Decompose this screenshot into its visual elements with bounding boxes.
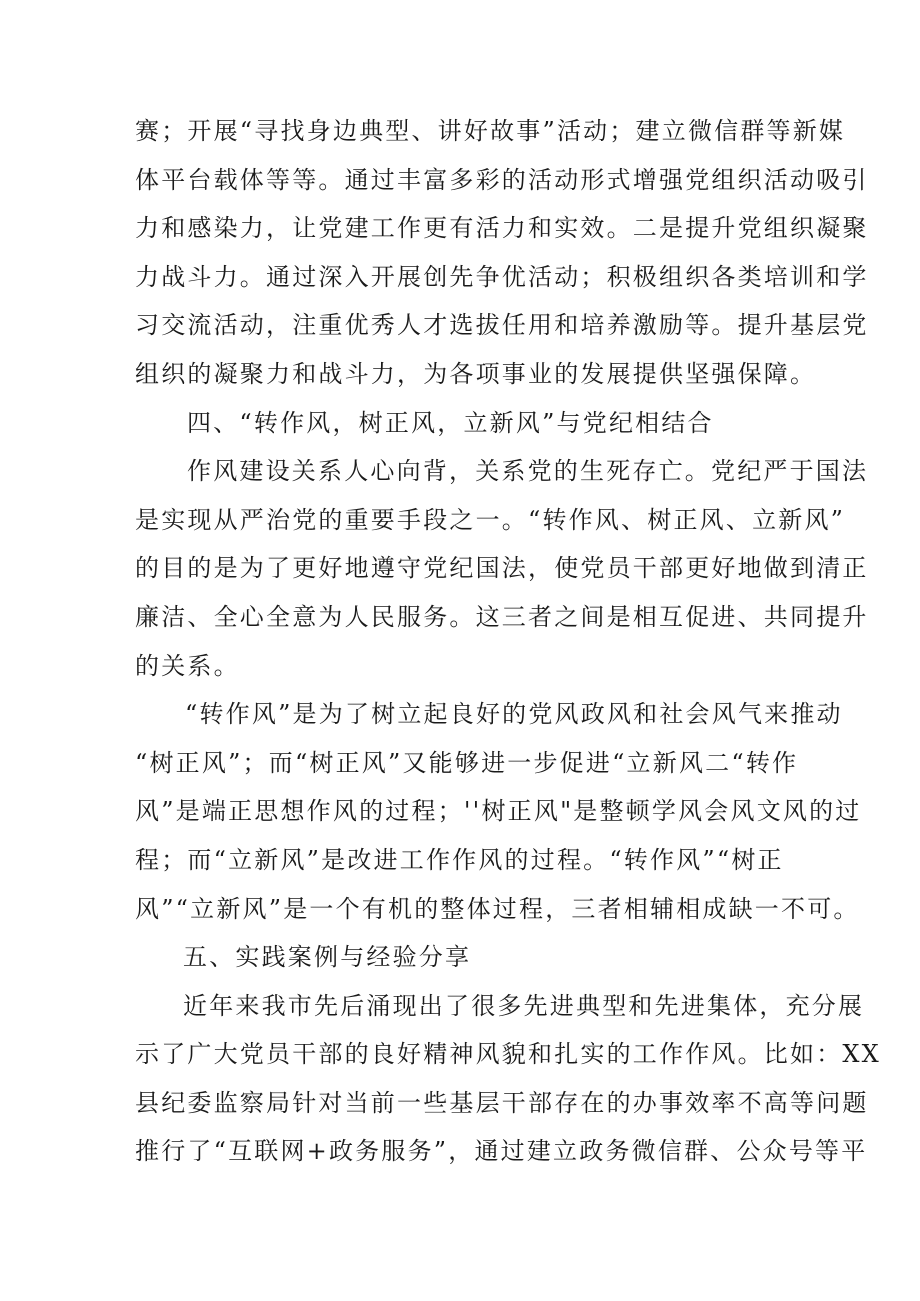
text-line: 风”是端正思想作风的过程；''树正风"是整顿学风会风文风的过 [135, 797, 862, 826]
text-line: 赛；开展“寻找身边典型、讲好故事”活动；建立微信群等新媒 [135, 117, 846, 145]
text-line: “树正风”；而“树正风”又能够进一步促进“立新风二“转作 [135, 748, 799, 777]
text-line: 程；而“立新风”是改进工作作风的过程。“转作风”“树正 [135, 845, 784, 874]
text-line: 近年来我市先后涌现出了很多先进典型和先进集体，充分展 [183, 991, 865, 1020]
section-heading-4: 四、“转作风，树正风，立新风”与党纪相结合 [187, 408, 714, 437]
text-line: 组织的凝聚力和战斗力，为各项事业的发展提供坚强保障。 [135, 359, 817, 388]
text-line: 作风建设关系人心向背，关系党的生死存亡。党纪严于国法 [187, 457, 869, 486]
text-line: 县纪委监察局针对当前一些基层干部存在的办事效率不高等问题 [135, 1088, 869, 1117]
text-line: 习交流活动，注重优秀人才选拔任用和培养激励等。提升基层党 [135, 311, 869, 340]
section-heading-5: 五、实践案例与经验分享 [183, 943, 472, 972]
text-line: 的目的是为了更好地遵守党纪国法，使党员干部更好地做到清正 [135, 554, 869, 583]
text-line: 的关系。 [135, 651, 240, 680]
text-line: 力战斗力。通过深入开展创先争优活动；积极组织各类培训和学 [135, 262, 869, 291]
text-line: 推行了“互联网+政务服务”，通过建立政务微信群、公众号等平 [135, 1137, 868, 1166]
text-line: 力和感染力，让党建工作更有活力和实效。二是提升党组织凝聚 [135, 214, 869, 243]
text-line: 示了广大党员干部的良好精神风貌和扎实的工作作风。比如：XX [135, 1040, 881, 1069]
document-body [135, 107, 881, 1176]
text-line: 是实现从严治党的重要手段之一。“转作风、树正风、立新风” [135, 505, 846, 534]
text-line: 体平台载体等等。通过丰富多彩的活动形式增强党组织活动吸引 [135, 165, 869, 194]
text-line: 廉洁、全心全意为人民服务。这三者之间是相互促进、共同提升 [135, 602, 869, 631]
text-line: “转作风”是为了树立起良好的党风政风和社会风气来推动 [185, 700, 843, 729]
text-line: 风”“立新风”是一个有机的整体过程，三者相辅相成缺一不可。 [135, 894, 860, 923]
